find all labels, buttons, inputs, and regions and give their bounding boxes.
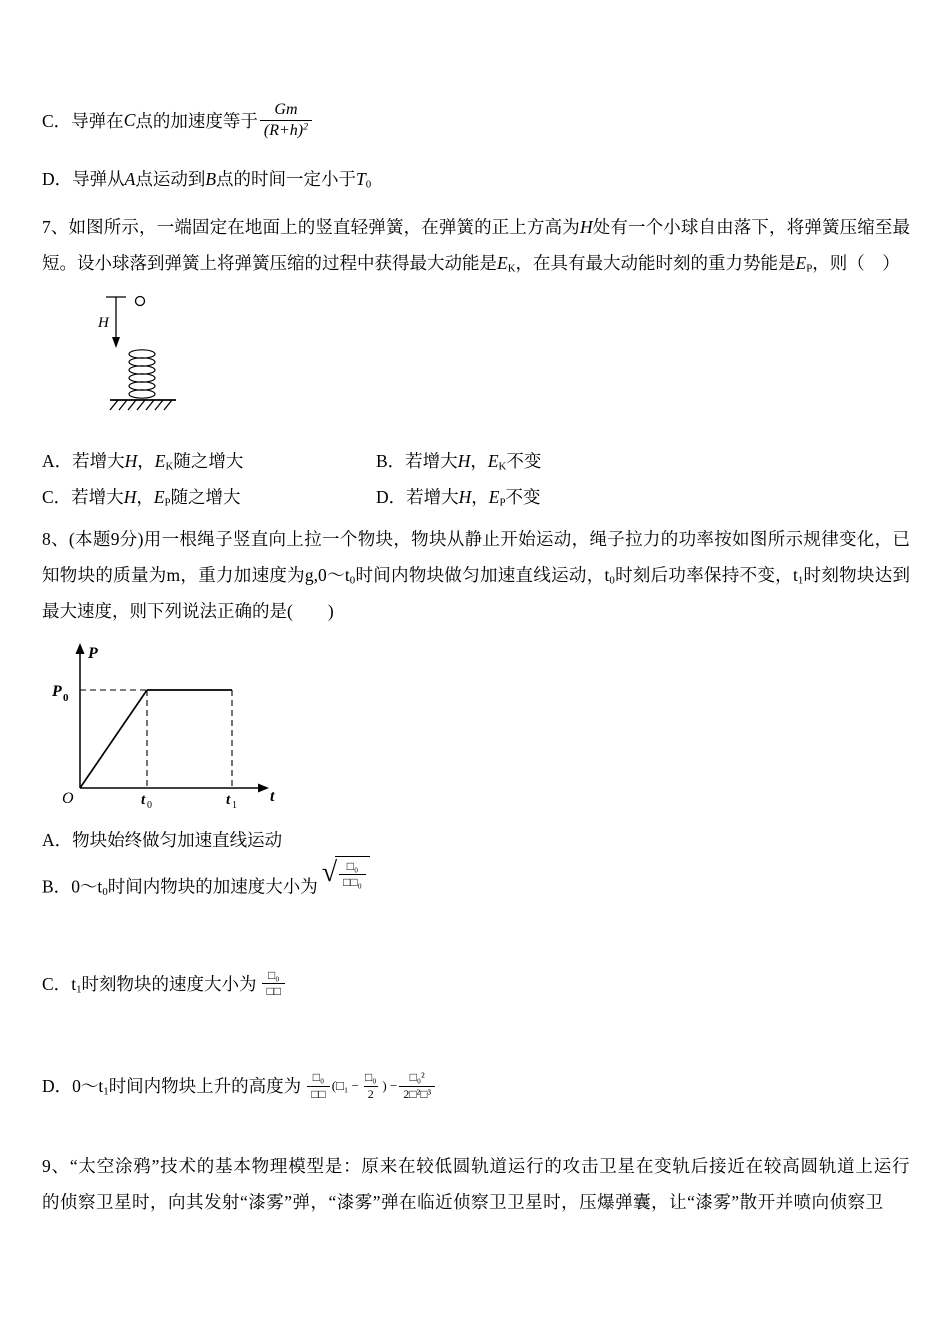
spring-diagram [54,290,204,428]
option-d-missile: D．导弹从A点运动到B点的时间一定小于$T_0$ [42,169,372,191]
arrow-down-icon [112,337,120,348]
fraction-denominator: $(R+h)^2$ [260,120,312,141]
gravity-fraction [260,100,312,141]
text-run: ，则（ ） [812,252,900,273]
question-7-text: 7、如图所示，一端固定在地面上的竖直轻弹簧，在弹簧的正上方高为H处有一个小球自由落下，将弹簧压缩至最短。设小球落到弹簧上将弹簧压缩的过程中获得最大动能是$E_K$，在具有最大动能时刻的重力势能是$E_P$，则（ ） [42,216,911,275]
text-run: 处有一个小球自由落下，将弹簧压缩至最短。设小球落到弹簧上将弹簧压缩的过程中获得最大动能是 [42,216,911,273]
t0-label-sub: 0 [147,799,152,810]
q7-options [42,443,910,517]
q7-figure [54,290,910,433]
variable-h: H [579,216,593,237]
axes [80,650,262,788]
q7-options-row-2 [42,479,910,516]
q7-option-d: D．若增大H，$E_P$不变 [376,487,541,509]
text-run: 7、如图所示，一端固定在地面上的竖直轻弹簧，在弹簧的正上方高为 [42,216,580,237]
option-label: D． [42,169,73,189]
variable-b: B [205,169,217,189]
q8-option-a: A．物块始终做匀加速直线运动 [42,829,283,850]
power-time-graph [42,638,297,810]
text-run: 点运动到 [135,169,206,189]
dashed-guides [80,690,232,788]
text-run: 8、(本题9分)用一根绳子竖直向上拉一个物块，物块从静止开始运动，绳子拉力的功率按如图所示规律变化，已知物块的质量为m，重力加速度为g,0～t [42,529,910,585]
text-run: ，在具有最大动能时刻的重力势能是 [515,252,796,273]
variable-t0: T [356,169,366,189]
q8-option-d: D．$0\sim t_1$时间内物块上升的高度为 $\frac{\text{□₀}}{□□}$ (□₁ − $\frac{\text{□₀}}{2}$ ) − $\frac{\text{□₀²}}{\text{2□²□³}}$ [42,1069,910,1113]
t1-label-sub: 1 [232,799,237,810]
x-axis-arrow-icon [258,783,269,792]
x-axis-label: t [270,787,275,805]
height-measure [106,297,126,340]
text-run: 时间内物块做匀加速直线运动，t [355,565,610,585]
variable-ep: E [795,252,807,273]
height-formula: $\frac{\text{□₀}}{□□}$ (□₁ − $\frac{\text{□₀}}{2}$ ) − $\frac{\text{□₀²}}{\text{2□²□³}}$ [305,1070,437,1102]
q7-option-a: A．若增大H，$E_K$随之增大 [42,450,244,472]
variable-c: C [123,109,136,130]
h-label: H [98,314,109,331]
q8-option-c: C．$t_1$时刻物块的速度大小为 $\frac{\text{□₀}}{□□}$ [42,967,910,1011]
t1-label: t [226,791,231,808]
ground-hatch [110,400,176,410]
power-curve [80,690,232,788]
t0-label: t [141,791,146,808]
fraction-numerator: Gm [274,100,298,118]
acceleration-formula [322,856,370,891]
text-run: 时刻后功率保持不变，t [614,565,798,585]
text-run: 导弹在 [71,110,124,131]
p0-label: P [52,682,62,700]
p0-label-sub: 0 [63,691,69,704]
q8-figure [42,638,910,815]
radicand: $\frac{\text{□₀}}{\text{□□₀}}$ [335,856,370,891]
spring-coil [129,349,155,397]
ball [136,296,145,305]
y-axis-arrow-icon [76,643,85,654]
sqrt-sign: √ [321,857,338,889]
text-run: 点的加速度等于 [135,110,258,131]
variable-ek: E [497,252,508,273]
velocity-formula: $\frac{\text{□₀}}{□□}$ [260,968,287,1000]
q7-option-c: C．若增大H，$E_P$随之增大 [42,487,241,509]
q7-options-row-1 [42,443,910,480]
origin-label: O [62,789,74,807]
q7-option-b: B．若增大H，$E_K$不变 [376,450,542,472]
option-label: C． [42,110,72,131]
q8-option-b: B．$0\sim t_0$时间内物块的加速度大小为 √ $\frac{\text{□₀}}{\text{□□₀}}$ [42,867,910,905]
text-run: 点的时间一定小于 [216,169,357,189]
question-8-text: 8、(本题9分)用一根绳子竖直向上拉一个物块，物块从静止开始运动，绳子拉力的功率按如图所示规律变化，已知物块的质量为m，重力加速度为$g,0\sim t_0$时间内物块做匀加速直线运动，$t_0$时刻后功率保持不变，$t_1$时刻物块达到最大速度，则下列说法正确的是( ) [42,529,910,621]
variable-a: A [124,169,136,189]
text-run: 导弹从 [72,169,125,189]
question-9-text: 9、“太空涂鸦”技术的基本物理模型是：原来在较低圆轨道运行的攻击卫星在变轨后接近在较高圆轨道上运行的侦察卫星时，向其发射“漆雾”弹，“漆雾”弹在临近侦察卫卫星时，压爆弹囊，让“漆雾”散开并喷向侦察卫 [42,1156,910,1213]
text-run: 时刻物块达到最大速度，则下列说法正确的是( ) [42,565,910,621]
y-axis-label: P [88,644,98,662]
option-c-missile [42,92,910,148]
